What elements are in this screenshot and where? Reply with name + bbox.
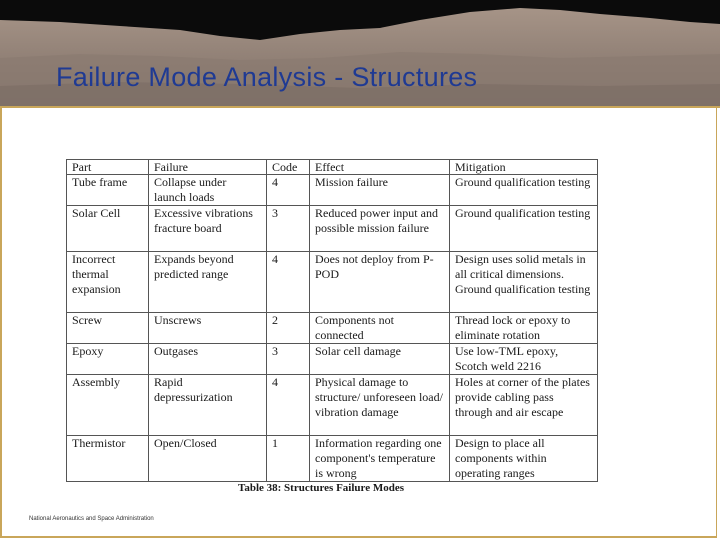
cell-code: 2	[267, 313, 310, 344]
table-row	[67, 344, 598, 375]
cell-code: 4	[267, 375, 310, 436]
cell-effect: Does not deploy from P-POD	[310, 252, 450, 313]
cell-code: 4	[267, 175, 310, 206]
cell-mitigation: Design to place all components within operating ranges	[450, 436, 598, 482]
cell-effect: Components not connected	[310, 313, 450, 344]
table-row	[67, 375, 598, 436]
cell-failure: Rapid depressurization	[149, 375, 267, 436]
header-part: Part	[67, 160, 149, 175]
cell-effect: Physical damage to structure/ unforeseen load/ vibration damage	[310, 375, 450, 436]
table-row	[67, 206, 598, 252]
table-caption: Table 38: Structures Failure Modes	[238, 482, 405, 494]
cell-code: 3	[267, 206, 310, 252]
table-header-row	[67, 160, 598, 175]
cell-code: 4	[267, 252, 310, 313]
cell-part: Screw	[67, 313, 149, 344]
header-effect: Effect	[310, 160, 450, 175]
cell-effect: Information regarding one component's temperature is wrong	[310, 436, 450, 482]
cell-part: Assembly	[67, 375, 149, 436]
cell-mitigation: Holes at corner of the plates provide cabling pass through and air escape	[450, 375, 598, 436]
slide-title: Failure Mode Analysis - Structures	[56, 62, 478, 92]
cell-code: 1	[267, 436, 310, 482]
table-row	[67, 252, 598, 313]
cell-mitigation: Use low-TML epoxy, Scotch weld 2216	[450, 344, 598, 375]
cell-mitigation: Design uses solid metals in all critical dimensions. Ground qualification testing	[450, 252, 598, 313]
failure-modes-table	[66, 159, 598, 482]
cell-effect: Mission failure	[310, 175, 450, 206]
cell-mitigation: Ground qualification testing	[450, 175, 598, 206]
cell-mitigation: Ground qualification testing	[450, 206, 598, 252]
footer-agency: National Aeronautics and Space Administration	[29, 516, 154, 522]
header-mitigation: Mitigation	[450, 160, 598, 175]
cell-failure: Outgases	[149, 344, 267, 375]
cell-failure: Open/Closed	[149, 436, 267, 482]
cell-part: Epoxy	[67, 344, 149, 375]
table-row	[67, 436, 598, 482]
cell-part: Solar Cell	[67, 206, 149, 252]
cell-effect: Solar cell damage	[310, 344, 450, 375]
cell-part: Thermistor	[67, 436, 149, 482]
table-row	[67, 313, 598, 344]
cell-failure: Excessive vibrations fracture board	[149, 206, 267, 252]
table-row	[67, 175, 598, 206]
header-code: Code	[267, 160, 310, 175]
cell-failure: Collapse under launch loads	[149, 175, 267, 206]
cell-mitigation: Thread lock or epoxy to eliminate rotation	[450, 313, 598, 344]
cell-part: Incorrect thermal expansion	[67, 252, 149, 313]
header-failure: Failure	[149, 160, 267, 175]
cell-part: Tube frame	[67, 175, 149, 206]
cell-failure: Expands beyond predicted range	[149, 252, 267, 313]
cell-code: 3	[267, 344, 310, 375]
cell-effect: Reduced power input and possible mission failure	[310, 206, 450, 252]
cell-failure: Unscrews	[149, 313, 267, 344]
